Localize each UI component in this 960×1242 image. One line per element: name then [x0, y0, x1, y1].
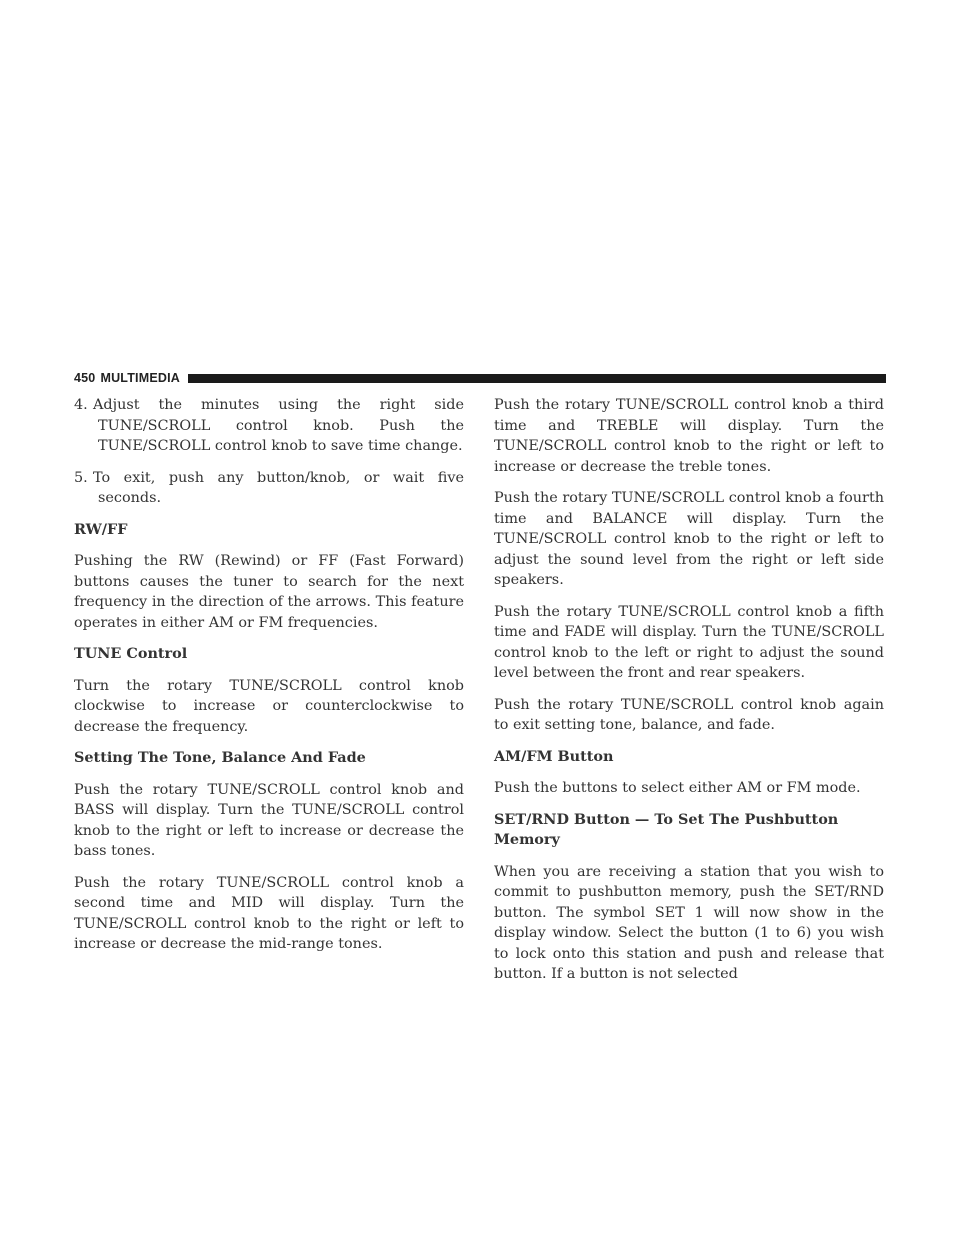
heading-rw-ff: RW/FF	[74, 520, 128, 538]
right-column	[494, 395, 884, 996]
paragraph: Push the rotary TUNE/SCROLL control knob a third time and TREBLE will display. Turn the TUNE/SCROLL control knob to the right or left to increase or decrease the treble tones.	[494, 397, 884, 475]
paragraph: When you are receiving a station that you wish to commit to pushbutton memory, push the SET/RND button. The symbol SET 1 will now show in the display window. Select the button (1 to 6) you wish to lock onto this station and push and release that button. If a button is not selected	[494, 863, 884, 982]
list-text: To exit, push any button/knob, or wait five seconds.	[93, 469, 464, 506]
page-header	[74, 370, 886, 386]
list-item	[74, 395, 464, 457]
paragraph: Push the rotary TUNE/SCROLL control knob a fifth time and FADE will display. Turn the TUNE/SCROLL control knob to the left or right to adjust the sound level between the front and rear speakers.	[494, 603, 884, 681]
list-item	[74, 468, 464, 509]
list-number: 5.	[74, 469, 88, 486]
header-rule	[188, 374, 886, 383]
list-number: 4.	[74, 397, 88, 413]
paragraph: Push the rotary TUNE/SCROLL control knob and BASS will display. Turn the TUNE/SCROLL control knob to the right or left to increase or decrease the bass tones.	[74, 781, 464, 859]
heading-tone-balance-fade: Setting The Tone, Balance And Fade	[74, 749, 366, 766]
paragraph: Push the buttons to select either AM or FM mode.	[494, 780, 861, 796]
paragraph: Push the rotary TUNE/SCROLL control knob a second time and MID will display. Turn the TUNE/SCROLL control knob to the right or left to increase or decrease the mid-range tones.	[74, 874, 464, 952]
section-title: MULTIMEDIA	[100, 371, 181, 385]
paragraph: Push the rotary TUNE/SCROLL control knob a fourth time and BALANCE will display. Turn the TUNE/SCROLL control knob to the right or left to adjust the sound level from the right or left side speakers.	[494, 490, 884, 588]
page-number: 450	[74, 371, 96, 385]
paragraph: Push the rotary TUNE/SCROLL control knob again to exit setting tone, balance, and fade.	[494, 696, 884, 733]
paragraph: Pushing the RW (Rewind) or FF (Fast Forward) buttons causes the tuner to search for the next frequency in the direction of the arrows. This feature operates in either AM or FM frequencies.	[74, 553, 464, 631]
heading-am-fm-button: AM/FM Button	[494, 747, 614, 765]
list-text: Adjust the minutes using the right side TUNE/SCROLL control knob. Push the TUNE/SCROLL control knob to save time change.	[93, 397, 464, 454]
heading-set-rnd-button: SET/RND Button — To Set The Pushbutton Memory	[494, 810, 839, 848]
heading-tune-control: TUNE Control	[74, 645, 188, 662]
left-column	[74, 395, 464, 966]
paragraph: Turn the rotary TUNE/SCROLL control knob clockwise to increase or counterclockwise to decrease the frequency.	[74, 677, 464, 735]
